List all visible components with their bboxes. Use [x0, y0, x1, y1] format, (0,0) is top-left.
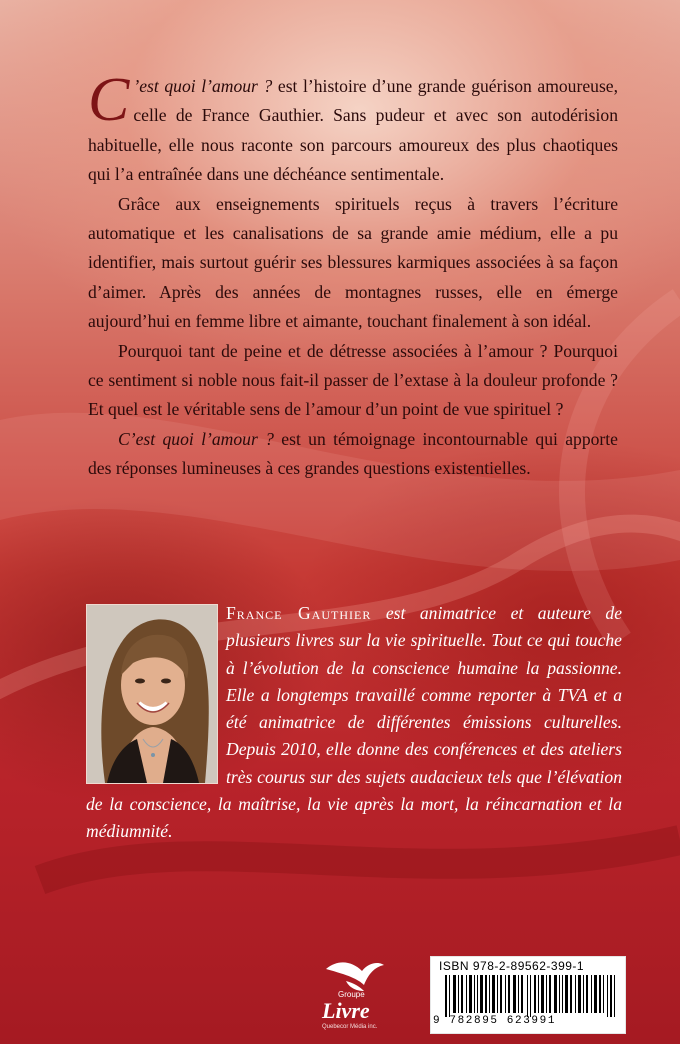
- blurb-paragraph-1: [88, 66, 618, 190]
- barcode-icon: [445, 975, 617, 1017]
- blurb-paragraph-4: [88, 425, 618, 484]
- publisher-subtitle: Quebecor Média inc.: [322, 1024, 378, 1030]
- isbn-barcode-box: [430, 956, 626, 1034]
- author-bio-text: est animatrice et auteure de plusieurs livres sur la vie spirituelle. Tout ce qui touche à l’évolution de la conscience humaine la passionne. Elle a longtemps travaillé comme reporter à TVA et a été animatrice de différentes émissions culturelles. Depuis 2010, elle donne des conférences et des ateliers très courus sur des sujets audacieux tels que l’élévation de la conscience, la maîtrise, la vie après la mort, la réincarnation et la médiumnité.: [86, 603, 623, 842]
- back-cover-blurb: [88, 66, 618, 484]
- author-bio: [86, 600, 622, 846]
- publisher-name: Livre: [322, 998, 370, 1023]
- author-name: France Gauthier: [226, 603, 372, 623]
- blurb-paragraph-4-text: est un témoignage incontournable qui apporte des réponses lumineuses à ces grandes questions existentielles.: [88, 428, 618, 479]
- book-title-italic: ’est quoi l’amour ?: [133, 76, 273, 96]
- blurb-paragraph-3: Pourquoi tant de peine et de détresse associées à l’amour ? Pourquoi ce sentiment si noble nous fait-il passer de l’extase à la douleur profonde ? Et quel est le véritable sens de l’amour d’un point de vue spirituel ?: [88, 340, 618, 420]
- barcode-number: 9 782895 623991: [433, 1015, 557, 1027]
- blurb-paragraph-2: Grâce aux enseignements spirituels reçus à travers l’écriture automatique et les canalisations de sa grande amie médium, elle a pu identifier, mais surtout guérir ses blessures karmiques associées à sa façon d’aimer. Après des années de montagnes russes, elle en émerge aujourd’hui en femme libre et aimante, touchant finalement à son idéal.: [88, 193, 618, 332]
- book-title-italic-2: C’est quoi l’amour ?: [118, 428, 274, 449]
- blurb-paragraph-1-text: est l’histoire d’une grande guérison amoureuse, celle de France Gauthier. Sans pudeur et avec son autodérision habituelle, elle nous raconte son parcours amoureux des plus chaotiques qui l’a entraînée dans une déchéance sentimentale.: [88, 76, 618, 185]
- drop-cap: C: [88, 66, 130, 134]
- publisher-group-label: Groupe: [338, 990, 365, 999]
- isbn-label: ISBN 978-2-89562-399-1: [439, 959, 585, 973]
